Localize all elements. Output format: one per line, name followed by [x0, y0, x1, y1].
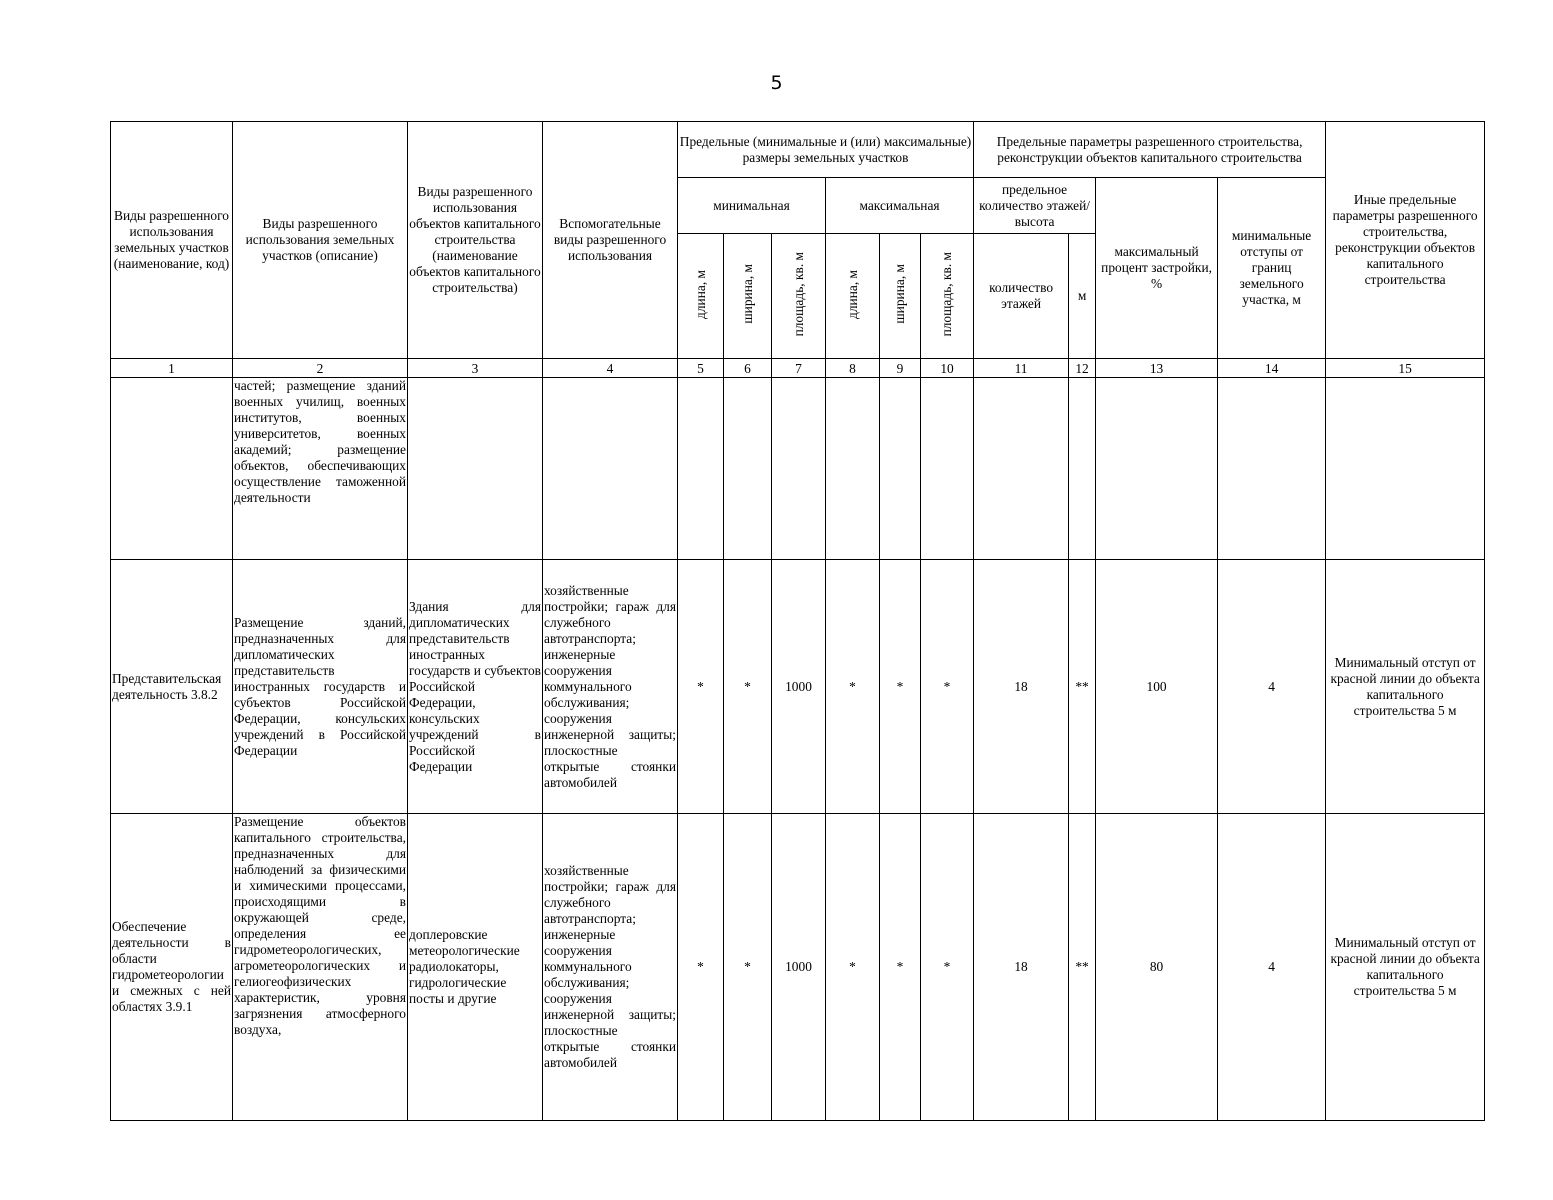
column-number: 6	[724, 359, 772, 378]
cell-floor-count	[974, 378, 1069, 560]
column-number: 9	[880, 359, 921, 378]
cell-land-use-description: Размещение зданий, предназначенных для дипломатических представительств иностранных государств и субъектов Российской Федерации, консульских учреждений в Российской Федерации	[233, 560, 408, 814]
cell-max-width: *	[880, 814, 921, 1121]
cell-capital-construction-use: доплеровские метеорологические радиолокаторы, гидрологические посты и другие	[408, 814, 543, 1121]
table-row	[111, 560, 1485, 814]
column-number: 15	[1326, 359, 1485, 378]
column-number: 10	[921, 359, 974, 378]
header-max-width: ширина, м	[880, 234, 921, 359]
header-height-m: м	[1069, 234, 1096, 359]
cell-max-length: *	[826, 560, 880, 814]
cell-land-use-code	[111, 378, 233, 560]
cell-max-width	[880, 378, 921, 560]
column-number-row	[111, 359, 1485, 378]
cell-min-setback: 4	[1218, 814, 1326, 1121]
cell-min-length	[678, 378, 724, 560]
cell-capital-construction-use	[408, 378, 543, 560]
cell-min-setback	[1218, 378, 1326, 560]
cell-floor-count: 18	[974, 814, 1069, 1121]
cell-auxiliary-use	[543, 378, 678, 560]
cell-max-length	[826, 378, 880, 560]
cell-max-build-percent: 100	[1096, 560, 1218, 814]
cell-height-m: **	[1069, 814, 1096, 1121]
column-number: 14	[1218, 359, 1326, 378]
cell-auxiliary-use: хозяйственные постройки; гараж для служебного автотранспорта; инженерные сооружения коммунального обслуживания; сооружения инженерной защиты; плоскостные открытые стоянки автомобилей	[543, 814, 678, 1121]
cell-land-use-description: частей; размещение зданий военных училищ, военных институтов, военных университетов, военных академий; размещение объектов, обеспечивающих осуществление таможенной деятельности	[233, 378, 408, 560]
header-auxiliary-use: Вспомогательные виды разрешенного использования	[543, 122, 678, 359]
cell-max-length: *	[826, 814, 880, 1121]
cell-auxiliary-use: хозяйственные постройки; гараж для служебного автотранспорта; инженерные сооружения коммунального обслуживания; сооружения инженерной защиты; плоскостные открытые стоянки автомобилей	[543, 560, 678, 814]
header-minimum: минимальная	[678, 178, 826, 234]
zoning-regulations-table	[110, 121, 1485, 1121]
cell-other-params	[1326, 378, 1485, 560]
table-row	[111, 378, 1485, 560]
header-max-length: длина, м	[826, 234, 880, 359]
cell-max-area: *	[921, 560, 974, 814]
column-number: 1	[111, 359, 233, 378]
header-max-area: площадь, кв. м	[921, 234, 974, 359]
header-other-params: Иные предельные параметры разрешенного строительства, реконструкции объектов капитального строительства	[1326, 122, 1485, 359]
table-row	[111, 814, 1485, 1121]
cell-height-m: **	[1069, 560, 1096, 814]
column-number: 3	[408, 359, 543, 378]
cell-min-length: *	[678, 560, 724, 814]
cell-min-width	[724, 378, 772, 560]
column-number: 4	[543, 359, 678, 378]
header-min-length: длина, м	[678, 234, 724, 359]
cell-min-setback: 4	[1218, 560, 1326, 814]
cell-min-length: *	[678, 814, 724, 1121]
header-max-build-percent: максимальный процент застройки, %	[1096, 178, 1218, 359]
cell-max-area	[921, 378, 974, 560]
cell-other-params: Минимальный отступ от красной линии до объекта капитального строительства 5 м	[1326, 814, 1485, 1121]
header-land-use-description: Виды разрешенного использования земельных участков (описание)	[233, 122, 408, 359]
cell-max-width: *	[880, 560, 921, 814]
cell-other-params: Минимальный отступ от красной линии до объекта капитального строительства 5 м	[1326, 560, 1485, 814]
cell-land-use-code: Обеспечение деятельности в области гидрометеорологии и смежных с ней областях 3.9.1	[111, 814, 233, 1121]
cell-min-area	[772, 378, 826, 560]
header-construction-params: Предельные параметры разрешенного строительства, реконструкции объектов капитального строительства	[974, 122, 1326, 178]
column-number: 12	[1069, 359, 1096, 378]
header-floor-count: количество этажей	[974, 234, 1069, 359]
page-number: 5	[770, 72, 783, 94]
cell-max-build-percent	[1096, 378, 1218, 560]
cell-capital-construction-use: Здания для дипломатических представительств иностранных государств и субъектов Российской Федерации, консульских учреждений в Российской Федерации	[408, 560, 543, 814]
cell-max-build-percent: 80	[1096, 814, 1218, 1121]
cell-land-use-code: Представительская деятельность 3.8.2	[111, 560, 233, 814]
cell-min-width: *	[724, 814, 772, 1121]
cell-min-area: 1000	[772, 560, 826, 814]
cell-height-m	[1069, 378, 1096, 560]
cell-max-area: *	[921, 814, 974, 1121]
header-land-use-code: Виды разрешенного использования земельных участков (наименование, код)	[111, 122, 233, 359]
column-number: 13	[1096, 359, 1218, 378]
header-capital-construction-use: Виды разрешенного использования объектов капитального строительства (наименование объектов капитального строительства)	[408, 122, 543, 359]
header-plot-size-limits: Предельные (минимальные и (или) максимальные) размеры земельных участков	[678, 122, 974, 178]
header-maximum: максимальная	[826, 178, 974, 234]
cell-min-width: *	[724, 560, 772, 814]
cell-land-use-description: Размещение объектов капитального строительства, предназначенных для наблюдений за физическими и химическими процессами, происходящими в окружающей среде, определения ее гидрометеорологических, агрометеорологических и гелиогеофизических характеристик, уровня загрязнения атмосферного воздуха,	[233, 814, 408, 1121]
column-number: 2	[233, 359, 408, 378]
column-number: 5	[678, 359, 724, 378]
header-floors-height: предельное количество этажей/высота	[974, 178, 1096, 234]
cell-min-area: 1000	[772, 814, 826, 1121]
header-row-1	[111, 122, 1485, 178]
column-number: 8	[826, 359, 880, 378]
cell-floor-count: 18	[974, 560, 1069, 814]
header-min-width: ширина, м	[724, 234, 772, 359]
header-min-setback: минимальные отступы от границ земельного участка, м	[1218, 178, 1326, 359]
header-min-area: площадь, кв. м	[772, 234, 826, 359]
column-number: 11	[974, 359, 1069, 378]
column-number: 7	[772, 359, 826, 378]
